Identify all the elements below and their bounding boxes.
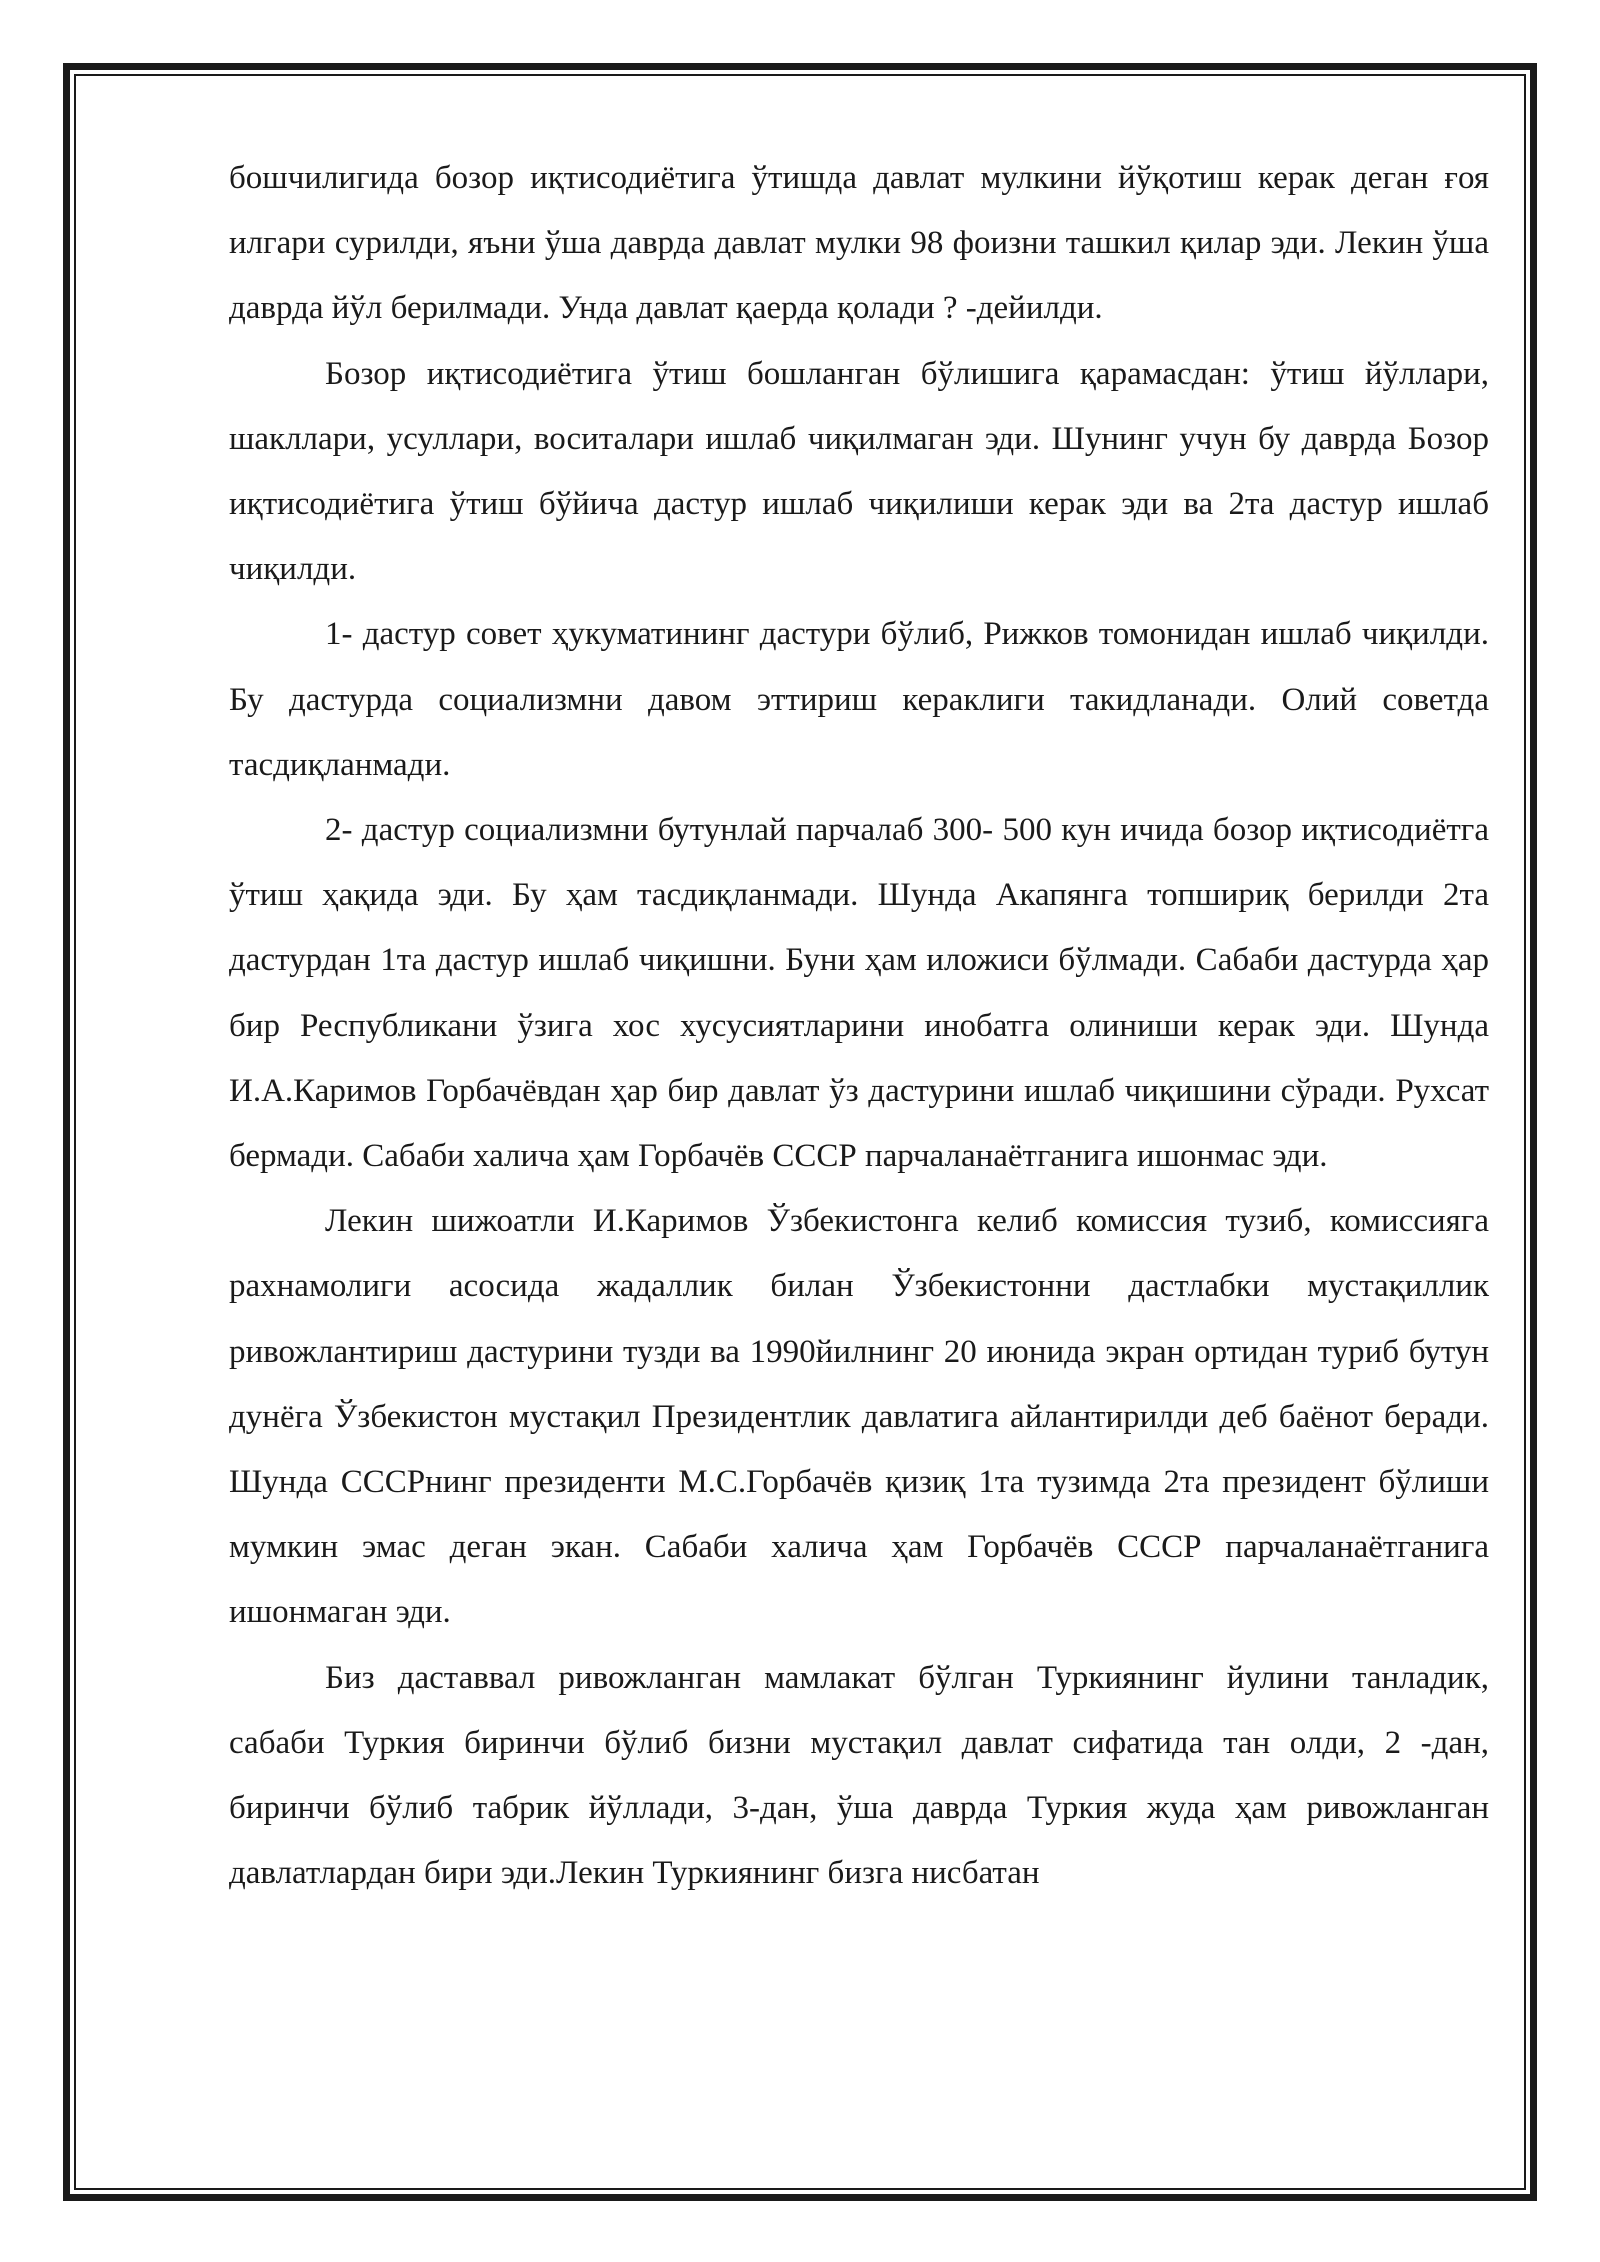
document-body [229, 146, 1489, 1906]
paragraph-4: 2- дастур социализмни бутунлай парчалаб 300- 500 кун ичида бозор иқтисодиётга ўтиш ҳақида эди. Бу ҳам тасдиқланмади. Шунда Акапянга топшириқ берилди 2та дастурдан 1та дастур ишлаб чиқишни. Буни ҳам иложиси бўлмади. Сабаби дастурда ҳар бир Республикани ўзига хос хусусиятларини инобатга олиниши керак эди. Шунда И.А.Каримов Горбачёвдан ҳар бир давлат ўз дастурини ишлаб чиқишини сўради. Рухсат бермади. Сабаби халича ҳам Горбачёв СССР парчаланаётганига ишонмас эди. [229, 812, 1489, 1175]
paragraph-5: Лекин шижоатли И.Каримов Ўзбекистонга келиб комиссия тузиб, комиссияга рахнамолиги асосида жадаллик билан Ўзбекистонни дастлабки мустақиллик ривожлантириш дастурини тузди ва 1990йилнинг 20 июнида экран ортидан туриб бутун дунёга Ўзбекистон мустақил Президентлик давлатига айлантирилди деб баёнот беради. Шунда СССРнинг президенти М.С.Горбачёв қизиқ 1та тузимда 2та президент бўлиши мумкин эмас деган экан. Сабаби халича ҳам Горбачёв СССР парчаланаётганига ишонмаган эди. [229, 1203, 1489, 1631]
paragraph-1: бошчилигида бозор иқтисодиётига ўтишда давлат мулкини йўқотиш керак деган ғоя илгари сурилди, яъни ўша даврда давлат мулки 98 фоизни ташкил қилар эди. Лекин ўша даврда йўл берилмади. Унда давлат қаерда қолади ? -дейилди. [229, 160, 1489, 327]
paragraph-2: Бозор иқтисодиётига ўтиш бошланган бўлишига қарамасдан: ўтиш йўллари, шакллари, усуллари, воситалари ишлаб чиқилмаган эди. Шунинг учун бу даврда Бозор иқтисодиётига ўтиш бўйича дастур ишлаб чиқилиши керак эди ва 2та дастур ишлаб чиқилди. [229, 355, 1489, 588]
paragraph-6: Биз даставвал ривожланган мамлакат бўлган Туркиянинг йулини танладик, сабаби Туркия биринчи бўлиб бизни мустақил давлат сифатида тан олди, 2 -дан, биринчи бўлиб табрик йўллади, 3-дан, ўша даврда Туркия жуда ҳам ривожланган давлатлардан бири эди.Лекин Туркиянинг бизга нисбатан [229, 1659, 1489, 1892]
paragraph-3: 1- дастур совет ҳукуматининг дастури бўлиб, Рижков томонидан ишлаб чиқилди. Бу дастурда социализмни давом эттириш кераклиги такидланади. Олий советда тасдиқланмади. [229, 616, 1489, 783]
